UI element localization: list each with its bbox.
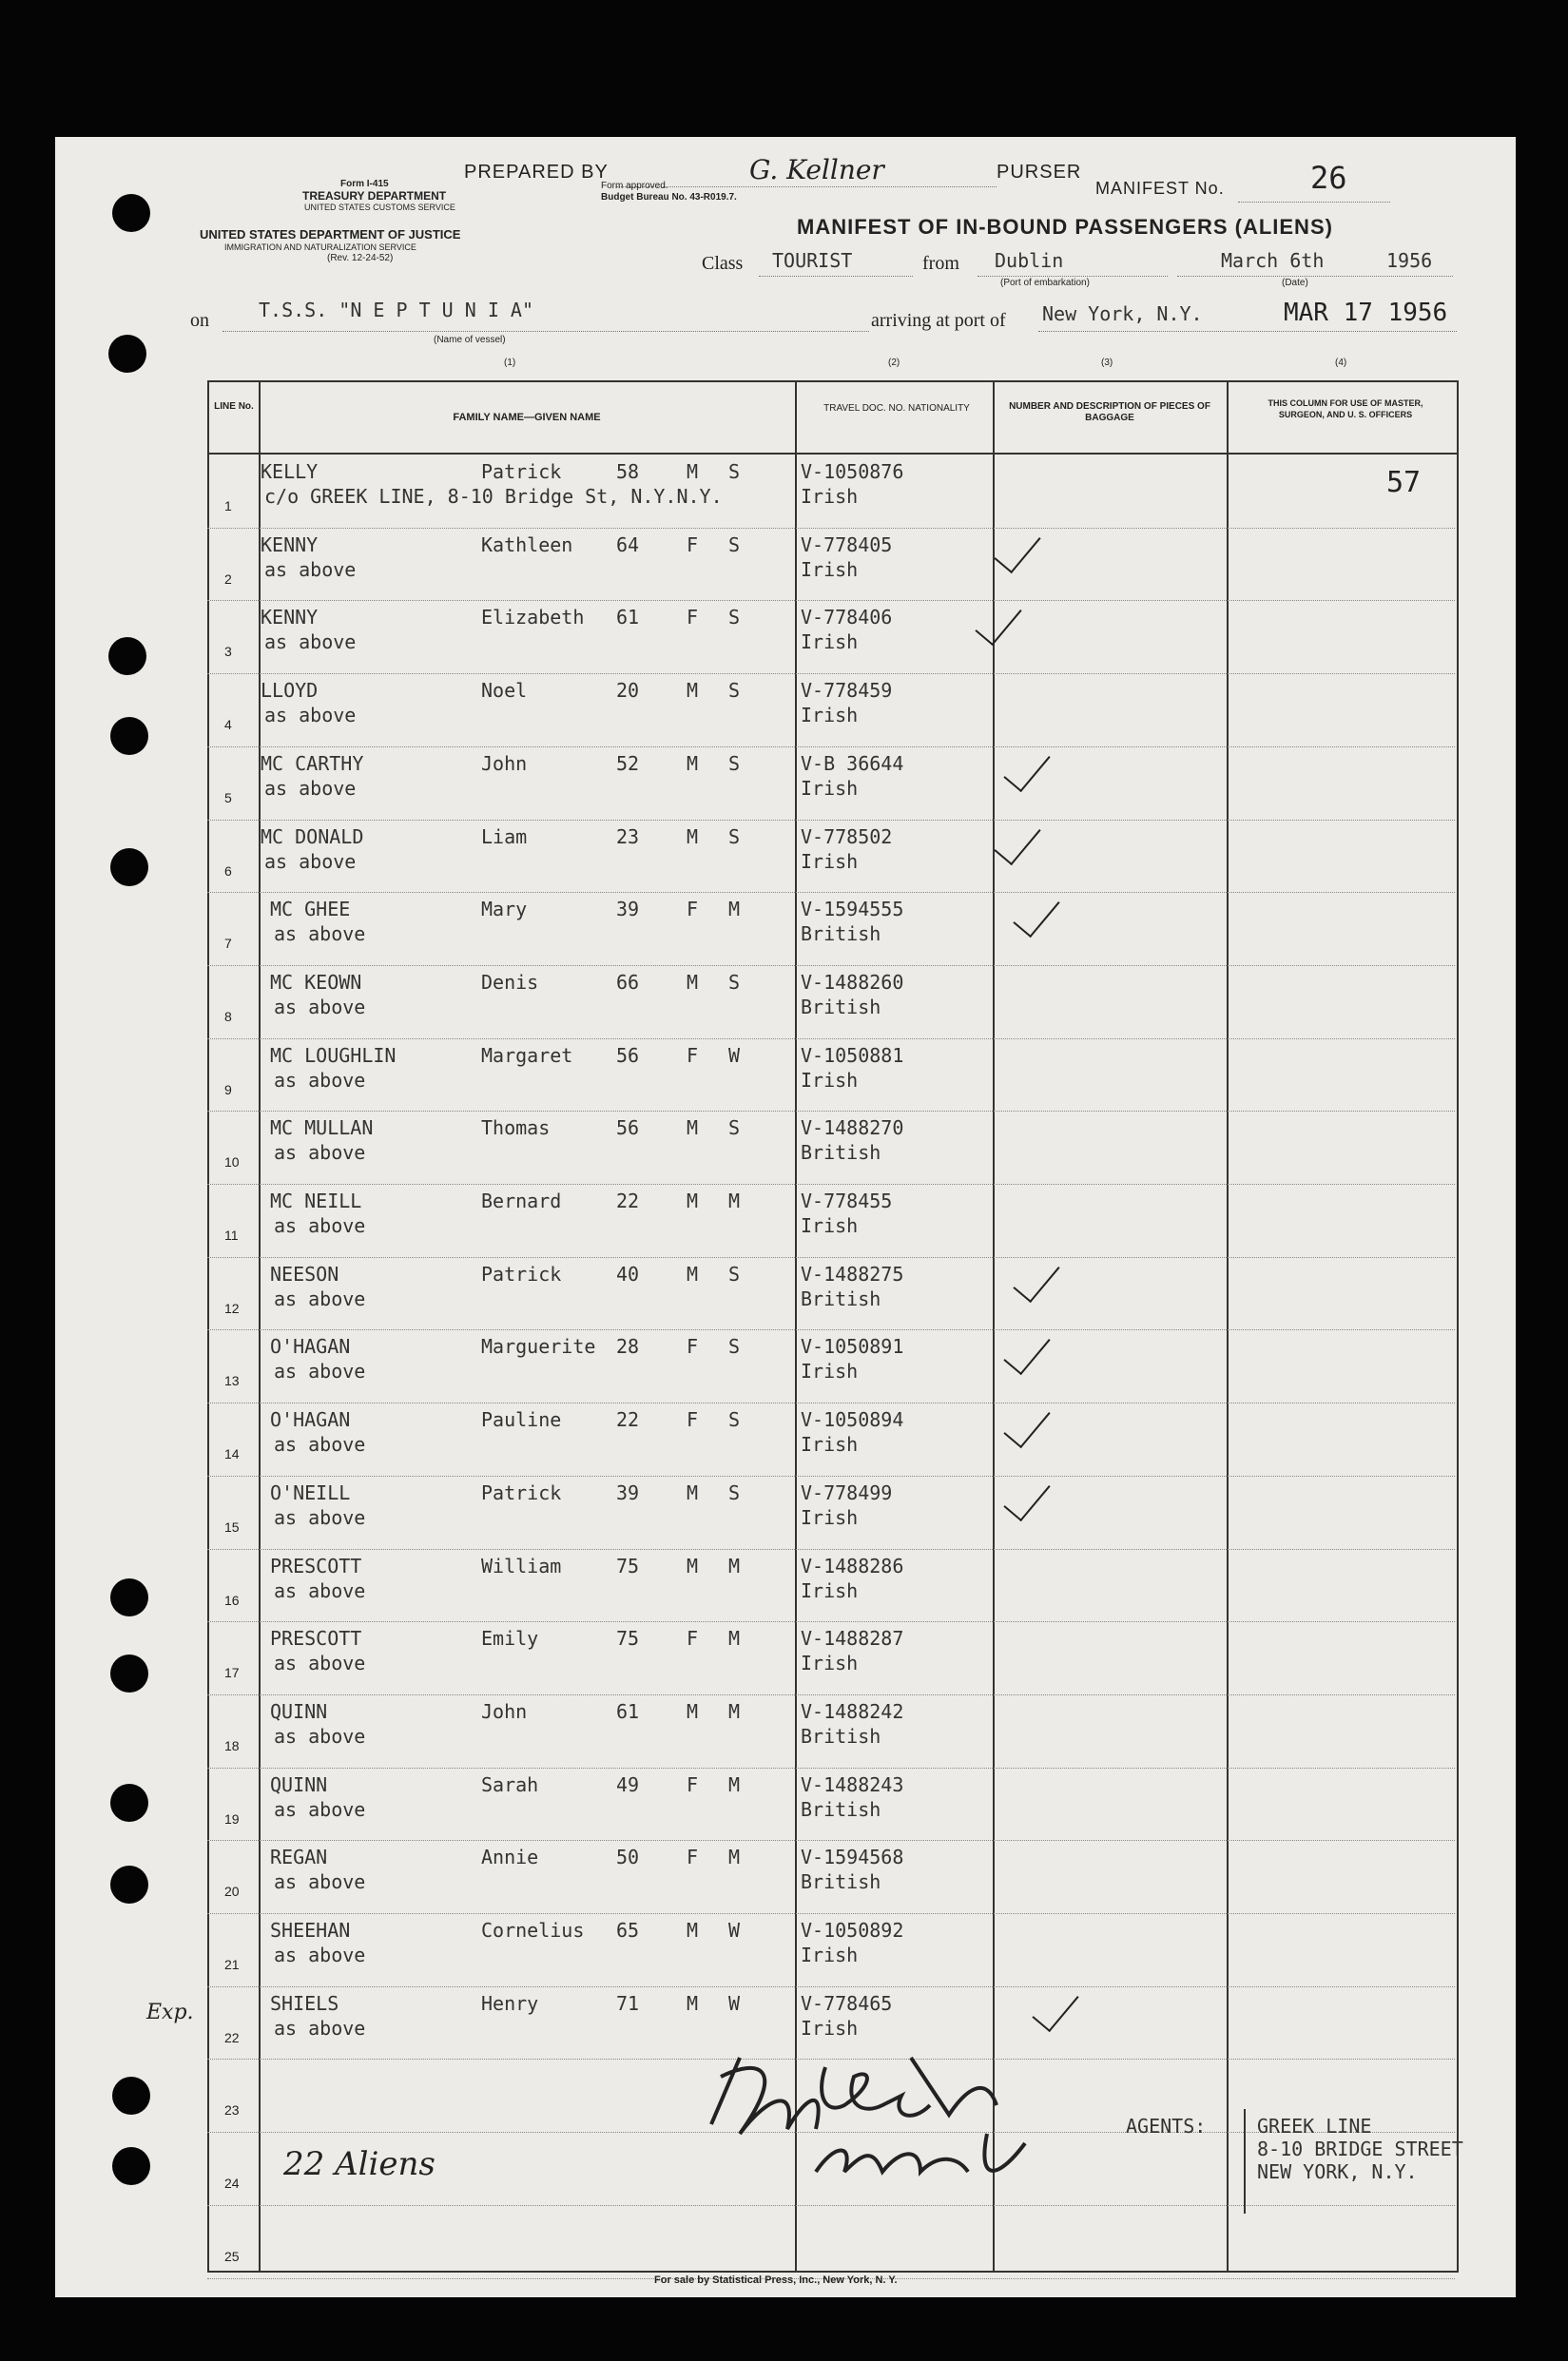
age: 58 (616, 460, 640, 483)
margin-note: Exp. (146, 2001, 194, 2024)
line-number: 11 (224, 1228, 239, 1243)
marital-status: M (728, 1699, 741, 1723)
age: 20 (616, 679, 640, 703)
line-number: 22 (224, 2029, 240, 2045)
marital-status: M (728, 898, 741, 921)
address: as above (274, 2016, 366, 2040)
dept-justice: UNITED STATES DEPARTMENT OF JUSTICE (200, 227, 461, 242)
sex: M (687, 751, 699, 775)
marital-status: S (728, 970, 741, 994)
address: as above (274, 1505, 366, 1529)
address: as above (274, 1287, 366, 1310)
punch-hole (110, 1784, 148, 1822)
line-number: 4 (224, 717, 232, 733)
travel-doc-no: V-1488287 (801, 1627, 904, 1651)
sex: M (687, 1991, 699, 2015)
travel-doc-no: V-1050876 (801, 460, 904, 483)
travel-doc-no: V-778405 (801, 532, 893, 556)
line-number: 23 (224, 2102, 240, 2119)
given-name: Noel (481, 679, 528, 703)
date-value: March 6th (1221, 249, 1325, 272)
given-name: John (481, 751, 528, 775)
nationality: Irish (801, 485, 859, 508)
age: 75 (616, 1627, 640, 1651)
punch-hole (112, 2077, 150, 2115)
class-label: Class (702, 253, 744, 274)
marital-status: S (728, 532, 741, 556)
sex: F (687, 1043, 699, 1067)
marital-status: S (728, 1262, 741, 1286)
aliens-note: 22 Aliens (283, 2145, 436, 2183)
address: as above (264, 849, 357, 873)
family-name: SHEEHAN (270, 1919, 351, 1942)
travel-doc-no: V-1050881 (801, 1043, 904, 1067)
travel-doc-no: V-1488242 (801, 1699, 904, 1723)
address: as above (274, 1870, 366, 1894)
sex: F (687, 1772, 699, 1796)
travel-doc-no: V-1050894 (801, 1408, 904, 1432)
marital-status: S (728, 679, 741, 703)
travel-doc-no: V-778455 (801, 1190, 893, 1212)
address: as above (264, 630, 357, 654)
travel-doc-no: V-778406 (801, 606, 893, 629)
address: as above (274, 1214, 366, 1237)
sex: F (687, 898, 699, 921)
sex: F (687, 1627, 699, 1651)
nationality: Irish (801, 1433, 859, 1457)
given-name: Sarah (481, 1772, 539, 1796)
nationality: British (801, 1797, 881, 1821)
line-number: 3 (224, 644, 232, 660)
line-number: 13 (224, 1373, 240, 1389)
family-name: MC LOUGHLIN (270, 1043, 397, 1067)
given-name: Bernard (481, 1190, 562, 1212)
on-label: on (190, 310, 209, 331)
given-name: Denis (481, 970, 539, 994)
given-name: William (481, 1554, 562, 1577)
header-baggage: NUMBER AND DESCRIPTION OF PIECES OF BAGGAGE (1009, 401, 1210, 423)
nationality: Irish (801, 849, 859, 873)
sex: M (687, 1116, 699, 1140)
family-name: MC MULLAN (270, 1116, 374, 1140)
footer-printer: For sale by Statistical Press, Inc., New York, N. Y. (654, 2274, 898, 2286)
family-name: KELLY (261, 460, 319, 483)
line-number: 6 (224, 862, 232, 879)
travel-doc-no: V-778499 (801, 1480, 893, 1504)
sex: F (687, 606, 699, 629)
nationality: British (801, 995, 881, 1018)
nationality: British (801, 1141, 881, 1165)
line-number: 15 (224, 1519, 240, 1535)
age: 52 (616, 751, 640, 775)
address: as above (264, 704, 357, 727)
line-number: 10 (224, 1154, 240, 1171)
address: as above (274, 1724, 366, 1748)
family-name: QUINN (270, 1699, 328, 1723)
marital-status: S (728, 1480, 741, 1504)
col-num-4: (4) (1335, 358, 1347, 368)
port-embark-label: (Port of embarkation) (1000, 278, 1090, 288)
nationality: Irish (801, 1214, 859, 1237)
year-value: 1956 (1386, 249, 1433, 272)
line-number: 16 (224, 1592, 240, 1608)
from-value: Dublin (995, 249, 1064, 272)
age: 39 (616, 898, 640, 921)
marital-status: S (728, 606, 741, 629)
given-name: Cornelius (481, 1919, 585, 1942)
travel-doc-no: V-1050891 (801, 1335, 904, 1359)
manifest-table (207, 380, 1459, 2273)
address: as above (274, 1944, 366, 1966)
given-name: Pauline (481, 1408, 562, 1432)
nationality: Irish (801, 1360, 859, 1384)
age: 56 (616, 1116, 640, 1140)
marital-status: M (728, 1627, 741, 1651)
family-name: MC GHEE (270, 898, 351, 921)
agent-line-1: GREEK LINE (1257, 2115, 1372, 2138)
vessel-label: (Name of vessel) (434, 335, 506, 345)
age: 50 (616, 1846, 640, 1869)
age: 64 (616, 532, 640, 556)
line-number: 19 (224, 1810, 240, 1827)
line-number: 12 (224, 1300, 240, 1316)
given-name: Liam (481, 824, 528, 848)
sex: M (687, 824, 699, 848)
line-number: 5 (224, 789, 232, 805)
budget-bureau: Budget Bureau No. 43-R019.7. (601, 192, 737, 203)
sex: M (687, 1554, 699, 1577)
given-name: Annie (481, 1846, 539, 1869)
given-name: Patrick (481, 1262, 562, 1286)
vessel-name: T.S.S. "N E P T U N I A" (259, 299, 533, 321)
header-line-no: LINE No. (214, 401, 254, 412)
arrival-port: New York, N.Y. (1042, 302, 1203, 325)
address: as above (274, 995, 366, 1018)
revision: (Rev. 12-24-52) (327, 253, 394, 263)
marital-status: S (728, 1335, 741, 1359)
punch-hole (112, 194, 150, 232)
age: 61 (616, 606, 640, 629)
given-name: Emily (481, 1627, 539, 1651)
address: as above (274, 1141, 366, 1165)
family-name: KENNY (261, 606, 319, 629)
travel-doc-no: V-1594568 (801, 1846, 904, 1869)
given-name: Mary (481, 898, 528, 921)
punch-hole (110, 1578, 148, 1616)
line-number: 20 (224, 1884, 240, 1900)
nationality: British (801, 1870, 881, 1894)
address: as above (274, 922, 366, 946)
ins: IMMIGRATION AND NATURALIZATION SERVICE (224, 242, 416, 252)
nationality: Irish (801, 776, 859, 800)
age: 22 (616, 1190, 640, 1212)
given-name: Margaret (481, 1043, 573, 1067)
marital-status: S (728, 751, 741, 775)
sex: F (687, 532, 699, 556)
family-name: MC NEILL (270, 1190, 362, 1212)
family-name: REGAN (270, 1846, 328, 1869)
nationality: Irish (801, 1578, 859, 1602)
punch-hole (108, 335, 146, 373)
age: 28 (616, 1335, 640, 1359)
marital-status: S (728, 1116, 741, 1140)
punch-hole (110, 717, 148, 755)
prepared-by-signature: G. Kellner (749, 154, 884, 185)
class-value: TOURIST (772, 249, 853, 272)
sex: M (687, 1190, 699, 1212)
family-name: O'HAGAN (270, 1335, 351, 1359)
given-name: John (481, 1699, 528, 1723)
family-name: PRESCOTT (270, 1554, 362, 1577)
col-num-1: (1) (504, 358, 516, 368)
row1-note: 57 (1386, 466, 1422, 499)
marital-status: S (728, 460, 741, 483)
line-number: 25 (224, 2248, 240, 2264)
nationality: Irish (801, 557, 859, 581)
nationality: British (801, 922, 881, 946)
line-number: 21 (224, 1957, 240, 1972)
line-number: 8 (224, 1008, 232, 1024)
punch-hole (110, 1866, 148, 1904)
form-number: Form I-415 (340, 179, 389, 189)
col-num-2: (2) (888, 358, 900, 368)
family-name: MC KEOWN (270, 970, 362, 994)
nationality: Irish (801, 1652, 859, 1675)
marital-status: S (728, 824, 741, 848)
line-number: 18 (224, 1737, 240, 1753)
agents-label: AGENTS: (1126, 2115, 1207, 2138)
line-number: 24 (224, 2176, 240, 2192)
manifest-no: 26 (1310, 160, 1347, 196)
marital-status: W (728, 1991, 741, 2015)
travel-doc-no: V-1488286 (801, 1554, 904, 1577)
header-officers: THIS COLUMN FOR USE OF MASTER, SURGEON, AND U. S. OFFICERS (1268, 398, 1423, 419)
address: as above (274, 1068, 366, 1092)
from-label: from (922, 253, 959, 274)
travel-doc-no: V-1488275 (801, 1262, 904, 1286)
line-number: 9 (224, 1081, 232, 1097)
line-number: 1 (224, 498, 232, 513)
family-name: PRESCOTT (270, 1627, 362, 1651)
age: 23 (616, 824, 640, 848)
manifest-title: MANIFEST OF IN-BOUND PASSENGERS (ALIENS) (797, 215, 1333, 239)
travel-doc-no: V-1050892 (801, 1919, 904, 1942)
address: as above (274, 1652, 366, 1675)
family-name: MC CARTHY (261, 751, 364, 775)
sex: M (687, 679, 699, 703)
sex: F (687, 1846, 699, 1869)
sex: M (687, 1480, 699, 1504)
age: 61 (616, 1699, 640, 1723)
line-number: 7 (224, 936, 232, 952)
nationality: Irish (801, 704, 859, 727)
line-number: 14 (224, 1446, 240, 1462)
arrival-stamp: MAR 17 1956 (1284, 299, 1448, 327)
header-travel: TRAVEL DOC. NO. NATIONALITY (823, 403, 970, 414)
manifest-sheet (55, 137, 1516, 2297)
age: 65 (616, 1919, 640, 1942)
sex: M (687, 1699, 699, 1723)
inspector-signature (683, 2039, 1082, 2191)
marital-status: M (728, 1846, 741, 1869)
purser-label: PURSER (997, 162, 1082, 183)
marital-status: M (728, 1190, 741, 1212)
age: 39 (616, 1480, 640, 1504)
age: 49 (616, 1772, 640, 1796)
address: as above (274, 1360, 366, 1384)
agent-line-2: 8-10 BRIDGE STREET (1257, 2138, 1463, 2160)
sex: F (687, 1408, 699, 1432)
address: as above (274, 1578, 366, 1602)
nationality: Irish (801, 1068, 859, 1092)
travel-doc-no: V-B 36644 (801, 751, 904, 775)
given-name: Marguerite (481, 1335, 596, 1359)
punch-hole (110, 848, 148, 886)
family-name: O'NEILL (270, 1480, 351, 1504)
sex: M (687, 1919, 699, 1942)
given-name: Elizabeth (481, 606, 585, 629)
line-number: 2 (224, 571, 232, 587)
marital-status: M (728, 1772, 741, 1796)
age: 56 (616, 1043, 640, 1067)
travel-doc-no: V-778502 (801, 824, 893, 848)
given-name: Patrick (481, 1480, 562, 1504)
given-name: Henry (481, 1991, 539, 2015)
age: 66 (616, 970, 640, 994)
travel-doc-no: V-778465 (801, 1991, 893, 2015)
punch-hole (112, 2147, 150, 2185)
arriving-label: arriving at port of (871, 310, 1006, 331)
marital-status: W (728, 1919, 741, 1942)
nationality: Irish (801, 1505, 859, 1529)
travel-doc-no: V-1488270 (801, 1116, 904, 1140)
given-name: Patrick (481, 460, 562, 483)
line-number: 17 (224, 1665, 240, 1681)
marital-status: M (728, 1554, 741, 1577)
treasury-dept: TREASURY DEPARTMENT (302, 189, 447, 203)
punch-hole (110, 1655, 148, 1693)
family-name: LLOYD (261, 679, 319, 703)
nationality: British (801, 1287, 881, 1310)
customs-service: UNITED STATES CUSTOMS SERVICE (304, 203, 455, 212)
prepared-by-label: PREPARED BY (464, 162, 609, 183)
address: as above (274, 1433, 366, 1457)
manifest-no-label: MANIFEST No. (1095, 179, 1225, 198)
family-name: O'HAGAN (270, 1408, 351, 1432)
family-name: KENNY (261, 532, 319, 556)
travel-doc-no: V-1488260 (801, 970, 904, 994)
travel-doc-no: V-1594555 (801, 898, 904, 921)
travel-doc-no: V-778459 (801, 679, 893, 703)
form-approved: Form approved. (601, 181, 668, 191)
col-num-3: (3) (1101, 358, 1113, 368)
sex: M (687, 460, 699, 483)
nationality: Irish (801, 2016, 859, 2040)
age: 71 (616, 1991, 640, 2015)
address: as above (264, 776, 357, 800)
address: c/o GREEK LINE, 8-10 Bridge St, N.Y.N.Y. (264, 485, 723, 508)
agent-line-3: NEW YORK, N.Y. (1257, 2160, 1418, 2183)
nationality: Irish (801, 630, 859, 654)
nationality: British (801, 1724, 881, 1748)
marital-status: W (728, 1043, 741, 1067)
age: 40 (616, 1262, 640, 1286)
sex: M (687, 1262, 699, 1286)
address: as above (274, 1797, 366, 1821)
given-name: Kathleen (481, 532, 573, 556)
age: 75 (616, 1554, 640, 1577)
header-name: FAMILY NAME—GIVEN NAME (453, 412, 601, 423)
age: 22 (616, 1408, 640, 1432)
date-label: (Date) (1282, 278, 1308, 288)
given-name: Thomas (481, 1116, 551, 1140)
family-name: NEESON (270, 1262, 339, 1286)
address: as above (264, 557, 357, 581)
travel-doc-no: V-1488243 (801, 1772, 904, 1796)
family-name: SHIELS (270, 1991, 339, 2015)
nationality: Irish (801, 1944, 859, 1966)
marital-status: S (728, 1408, 741, 1432)
family-name: QUINN (270, 1772, 328, 1796)
sex: F (687, 1335, 699, 1359)
family-name: MC DONALD (261, 824, 364, 848)
sex: M (687, 970, 699, 994)
punch-hole (108, 637, 146, 675)
